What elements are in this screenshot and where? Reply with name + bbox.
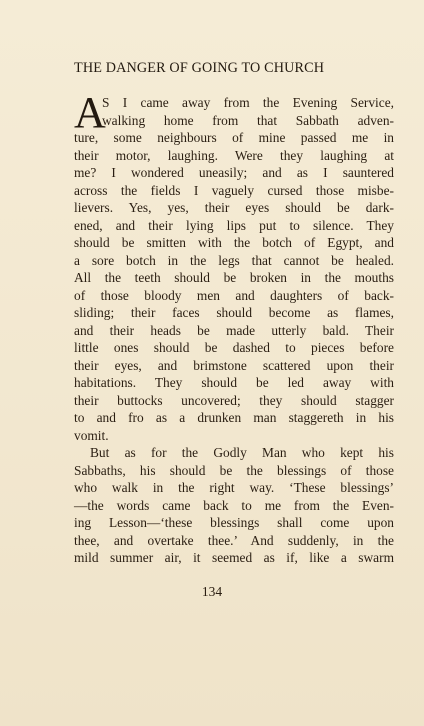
drop-cap: A <box>74 88 106 137</box>
text-line: —the words came back to me from the Even- <box>74 497 394 513</box>
text-line: me? I wondered uneasily; and as I sauntered <box>74 165 394 180</box>
text-line: ture, some neighbours of mine passed me in <box>74 130 394 145</box>
running-head: THE DANGER OF GOING TO CHURCH <box>74 60 325 76</box>
text-line: their buttocks uncovered; they should stagger <box>74 392 394 408</box>
body-text <box>74 88 394 567</box>
text-line: their motor, laughing. Were they laughing at <box>74 147 394 163</box>
text-line: ened, and their lying lips put to silence. They <box>74 217 394 233</box>
text-line: should be smitten with the botch of Egypt, and <box>74 235 394 250</box>
text-line: But as for the Godly Man who kept his <box>90 445 394 460</box>
text-line: ing Lesson—‘these blessings shall come upon <box>74 515 394 530</box>
text-line: a sore botch in the legs that cannot be healed. <box>74 252 394 268</box>
text-line: who walk in the right way. ‘These blessings’ <box>74 480 394 495</box>
text-line: All the teeth should be broken in the mouths <box>74 270 394 285</box>
text-line: of those bloody men and daughters of back- <box>74 287 394 303</box>
text-line: their eyes, and brimstone scattered upon their <box>74 357 394 373</box>
page-number: 134 <box>201 584 223 599</box>
text-line: S I came away from the Evening Service, <box>102 95 394 110</box>
text-line: walking home from that Sabbath adven- <box>102 112 394 128</box>
text-line: habitations. They should be led away with <box>74 375 394 390</box>
text-line: vomit. <box>74 427 109 443</box>
text-line: little ones should be dashed to pieces before <box>74 340 394 355</box>
text-line: Sabbaths, his should be the blessings of those <box>74 462 394 478</box>
text-line: lievers. Yes, yes, their eyes should be dark- <box>74 200 394 215</box>
text-line: to and fro as a drunken man staggereth in his <box>74 410 394 425</box>
text-line: across the fields I vaguely cursed those misbe- <box>74 182 394 198</box>
text-line: and their heads be made utterly bald. Their <box>74 322 394 338</box>
text-line: mild summer air, it seemed as if, like a swarm <box>74 550 394 565</box>
text-line: sliding; their faces should become as flames, <box>74 305 394 320</box>
text-line: thee, and overtake thee.’ And suddenly, in the <box>74 532 394 548</box>
